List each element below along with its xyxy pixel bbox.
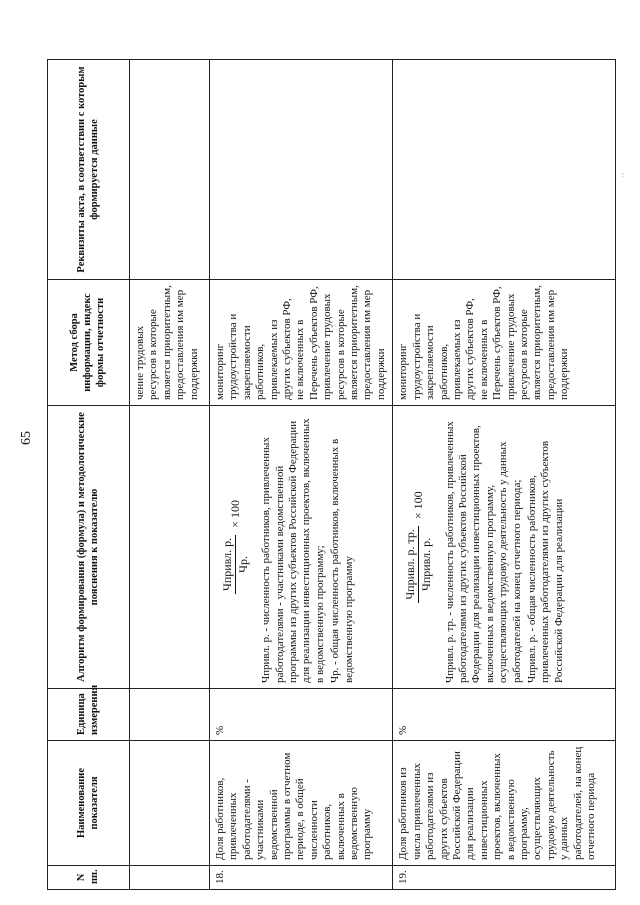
formula-denominator: Чпривл. р. [418, 537, 433, 591]
table-row [393, 60, 616, 890]
formula-numerator: Чпривл. р. [220, 535, 236, 594]
cell-requisites [210, 60, 393, 280]
cell-algorithm [210, 406, 393, 689]
cell-algorithm [393, 406, 616, 689]
cell-unit: % [210, 689, 393, 741]
page-number: 65 [19, 431, 34, 445]
cell-n: 18. [210, 866, 393, 890]
header-requisites: Реквизиты акта, в соответствии с которым формируется данные [48, 60, 130, 280]
explanation-paragraph: Чпривл. р. тр. - численность работников, привлеченных работодателями из других субъектов Российской Федерации для реализации инвестиционных проектов, включенных в ведомственную программу, осуществляющих трудовую деятельность у данных работодателей на конец отчетного периода; [443, 421, 523, 683]
cell-name: Доля работников, привлеченных работодателями - участниками ведомственной программы в отчетном периоде, в общей численности работников, включенных в ведомственную программу [210, 741, 393, 866]
table-row [130, 60, 210, 890]
formula-numerator: Чпривл. р. тр. [403, 526, 419, 603]
cell-method: мониторинг трудоустройства и закрепляемости работников, привлекаемых из других субъектов РФ, не включенных в Перечень субъектов РФ, привлечение трудовых ресурсов в которые является приоритетным, предоставления им мер поддержки [210, 280, 393, 406]
cell-requisites [130, 60, 210, 280]
formula-multiplier: × 100 [227, 500, 242, 528]
header-algorithm: Алгоритм формирования (формула) и методологические пояснения к показателю [48, 406, 130, 689]
header-unit: Единица измерения [48, 689, 130, 741]
scan-mark: ⁝ [622, 173, 624, 179]
header-method: Метод сбора информации, индекс формы отчетности [48, 280, 130, 406]
fraction [220, 535, 250, 594]
fraction [403, 526, 433, 603]
explanation-paragraph: Чр. - общая численность работников, включенных в ведомственную программу [329, 438, 355, 683]
cell-method: мониторинг трудоустройства и закрепляемости работников, привлекаемых из других субъектов РФ, не включенных в Перечень субъектов РФ, привлечение трудовых ресурсов в которые является приоритетным, предоставления им мер поддержки [393, 280, 616, 406]
cell-n [130, 866, 210, 890]
cell-requisites [393, 60, 616, 280]
explanation-paragraph: Чпривл. р. - численность работников, привлеченных работодателями - участниками ведомственной программы из других субъектов Российской Федерации для реализации инвестиционных проектов, включенных в ведомственную программу; [260, 418, 326, 683]
explanation-paragraph: Чпривл. р. - общая численность работников, привлеченных работодателями из других субъектов Российской Федерации для реализации [525, 440, 565, 683]
header-n: N пп. [48, 866, 130, 890]
header-name: Наименование показателя [48, 741, 130, 866]
cell-method: чение трудовых ресурсов в которые является приоритетным, предоставления им мер поддержки [130, 280, 210, 406]
cell-algorithm [130, 406, 210, 689]
formula-denominator: Чр. [235, 556, 250, 573]
formula-multiplier: × 100 [411, 491, 426, 520]
table-row [210, 60, 393, 890]
rotated-table-wrapper [47, 60, 602, 890]
formula [214, 411, 260, 683]
header-row [48, 60, 130, 890]
cell-name [130, 741, 210, 866]
cell-n: 19. [393, 866, 616, 890]
formula [397, 411, 443, 683]
indicators-table [47, 59, 616, 890]
cell-name: Доля работников из числа привлеченных работодателями из других субъектов Российской Федерации для реализации инвестиционных проектов, включенных в ведомственную программу, осуществляющих трудовую деятельность у данных работодателей, на конец отчетного периода [393, 741, 616, 866]
cell-unit: % [393, 689, 616, 741]
cell-unit [130, 689, 210, 741]
